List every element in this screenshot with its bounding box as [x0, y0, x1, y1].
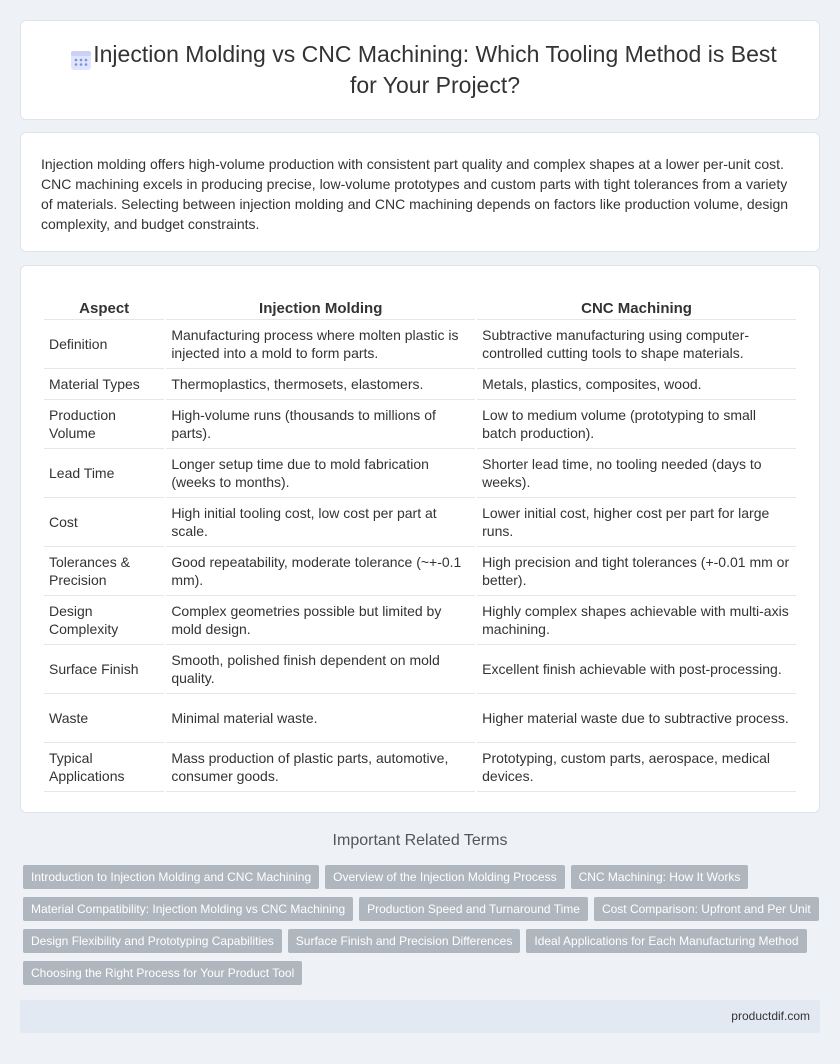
row-injection: Smooth, polished finish dependent on mold quality.	[166, 645, 475, 694]
related-term-tag[interactable]: Production Speed and Turnaround Time	[359, 897, 588, 921]
table-row	[44, 400, 796, 449]
row-injection: Longer setup time due to mold fabrication (weeks to months).	[166, 449, 475, 498]
row-aspect: Definition	[44, 320, 164, 369]
row-aspect: Material Types	[44, 369, 164, 400]
row-aspect: Waste	[44, 694, 164, 743]
row-cnc: Metals, plastics, composites, wood.	[477, 369, 796, 400]
row-aspect: Surface Finish	[44, 645, 164, 694]
related-term-tag[interactable]: Surface Finish and Precision Differences	[288, 929, 521, 953]
header-cnc-machining: CNC Machining	[477, 294, 796, 320]
table-row	[44, 449, 796, 498]
intro-paragraph: Injection molding offers high-volume production with consistent part quality and complex shapes at a lower per-unit cost. CNC machining excels in producing precise, low-volume prototypes and custom parts with tight tolerances from a variety of materials. Selecting between injection molding and CNC machining depends on factors like production volume, design complexity, and budget constraints.	[41, 156, 789, 232]
table-row	[44, 743, 796, 792]
intro-card	[20, 132, 820, 252]
row-aspect: Cost	[44, 498, 164, 547]
row-cnc: Lower initial cost, higher cost per part for large runs.	[477, 498, 796, 547]
row-cnc: Low to medium volume (prototyping to small batch production).	[477, 400, 796, 449]
row-aspect: Typical Applications	[44, 743, 164, 792]
row-injection: High initial tooling cost, low cost per part at scale.	[166, 498, 475, 547]
table-row	[44, 320, 796, 369]
row-aspect: Design Complexity	[44, 596, 164, 645]
comparison-table-card	[20, 265, 820, 813]
row-injection: Good repeatability, moderate tolerance (~+-0.1 mm).	[166, 547, 475, 596]
related-term-tag[interactable]: Introduction to Injection Molding and CNC Machining	[23, 865, 319, 889]
header-injection-molding: Injection Molding	[166, 294, 475, 320]
row-cnc: High precision and tight tolerances (+-0.01 mm or better).	[477, 547, 796, 596]
related-terms-list	[23, 865, 823, 985]
comparison-table	[42, 294, 798, 792]
row-injection: Thermoplastics, thermosets, elastomers.	[166, 369, 475, 400]
row-aspect: Tolerances & Precision	[44, 547, 164, 596]
row-cnc: Higher material waste due to subtractive process.	[477, 694, 796, 743]
table-header-row	[44, 294, 796, 320]
table-row	[44, 369, 796, 400]
row-cnc: Shorter lead time, no tooling needed (days to weeks).	[477, 449, 796, 498]
row-injection: High-volume runs (thousands to millions of parts).	[166, 400, 475, 449]
related-term-tag[interactable]: Overview of the Injection Molding Process	[325, 865, 564, 889]
related-term-tag[interactable]: Cost Comparison: Upfront and Per Unit	[594, 897, 819, 921]
related-terms-heading: Important Related Terms	[332, 832, 508, 849]
page-title: Injection Molding vs CNC Machining: Which Tooling Method is Best for Your Project?	[93, 41, 777, 98]
related-term-tag[interactable]: CNC Machining: How It Works	[571, 865, 749, 889]
footer-site-link[interactable]: productdif.com	[731, 1009, 810, 1023]
table-row	[44, 596, 796, 645]
footer-bar	[20, 1000, 820, 1033]
table-row	[44, 547, 796, 596]
table-row	[44, 645, 796, 694]
table-row	[44, 498, 796, 547]
row-injection: Mass production of plastic parts, automotive, consumer goods.	[166, 743, 475, 792]
row-cnc: Highly complex shapes achievable with multi-axis machining.	[477, 596, 796, 645]
table-row	[44, 694, 796, 743]
row-aspect: Lead Time	[44, 449, 164, 498]
header-aspect: Aspect	[44, 294, 164, 320]
row-cnc: Prototyping, custom parts, aerospace, medical devices.	[477, 743, 796, 792]
row-injection: Complex geometries possible but limited by mold design.	[166, 596, 475, 645]
row-cnc: Excellent finish achievable with post-processing.	[477, 645, 796, 694]
row-aspect: Production Volume	[44, 400, 164, 449]
row-injection: Minimal material waste.	[166, 694, 475, 743]
related-term-tag[interactable]: Ideal Applications for Each Manufacturing Method	[526, 929, 806, 953]
title-card	[20, 20, 820, 120]
related-term-tag[interactable]: Design Flexibility and Prototyping Capabilities	[23, 929, 282, 953]
row-injection: Manufacturing process where molten plastic is injected into a mold to form parts.	[166, 320, 475, 369]
related-term-tag[interactable]: Choosing the Right Process for Your Product Tool	[23, 961, 302, 985]
related-term-tag[interactable]: Material Compatibility: Injection Molding vs CNC Machining	[23, 897, 353, 921]
row-cnc: Subtractive manufacturing using computer-controlled cutting tools to shape materials.	[477, 320, 796, 369]
